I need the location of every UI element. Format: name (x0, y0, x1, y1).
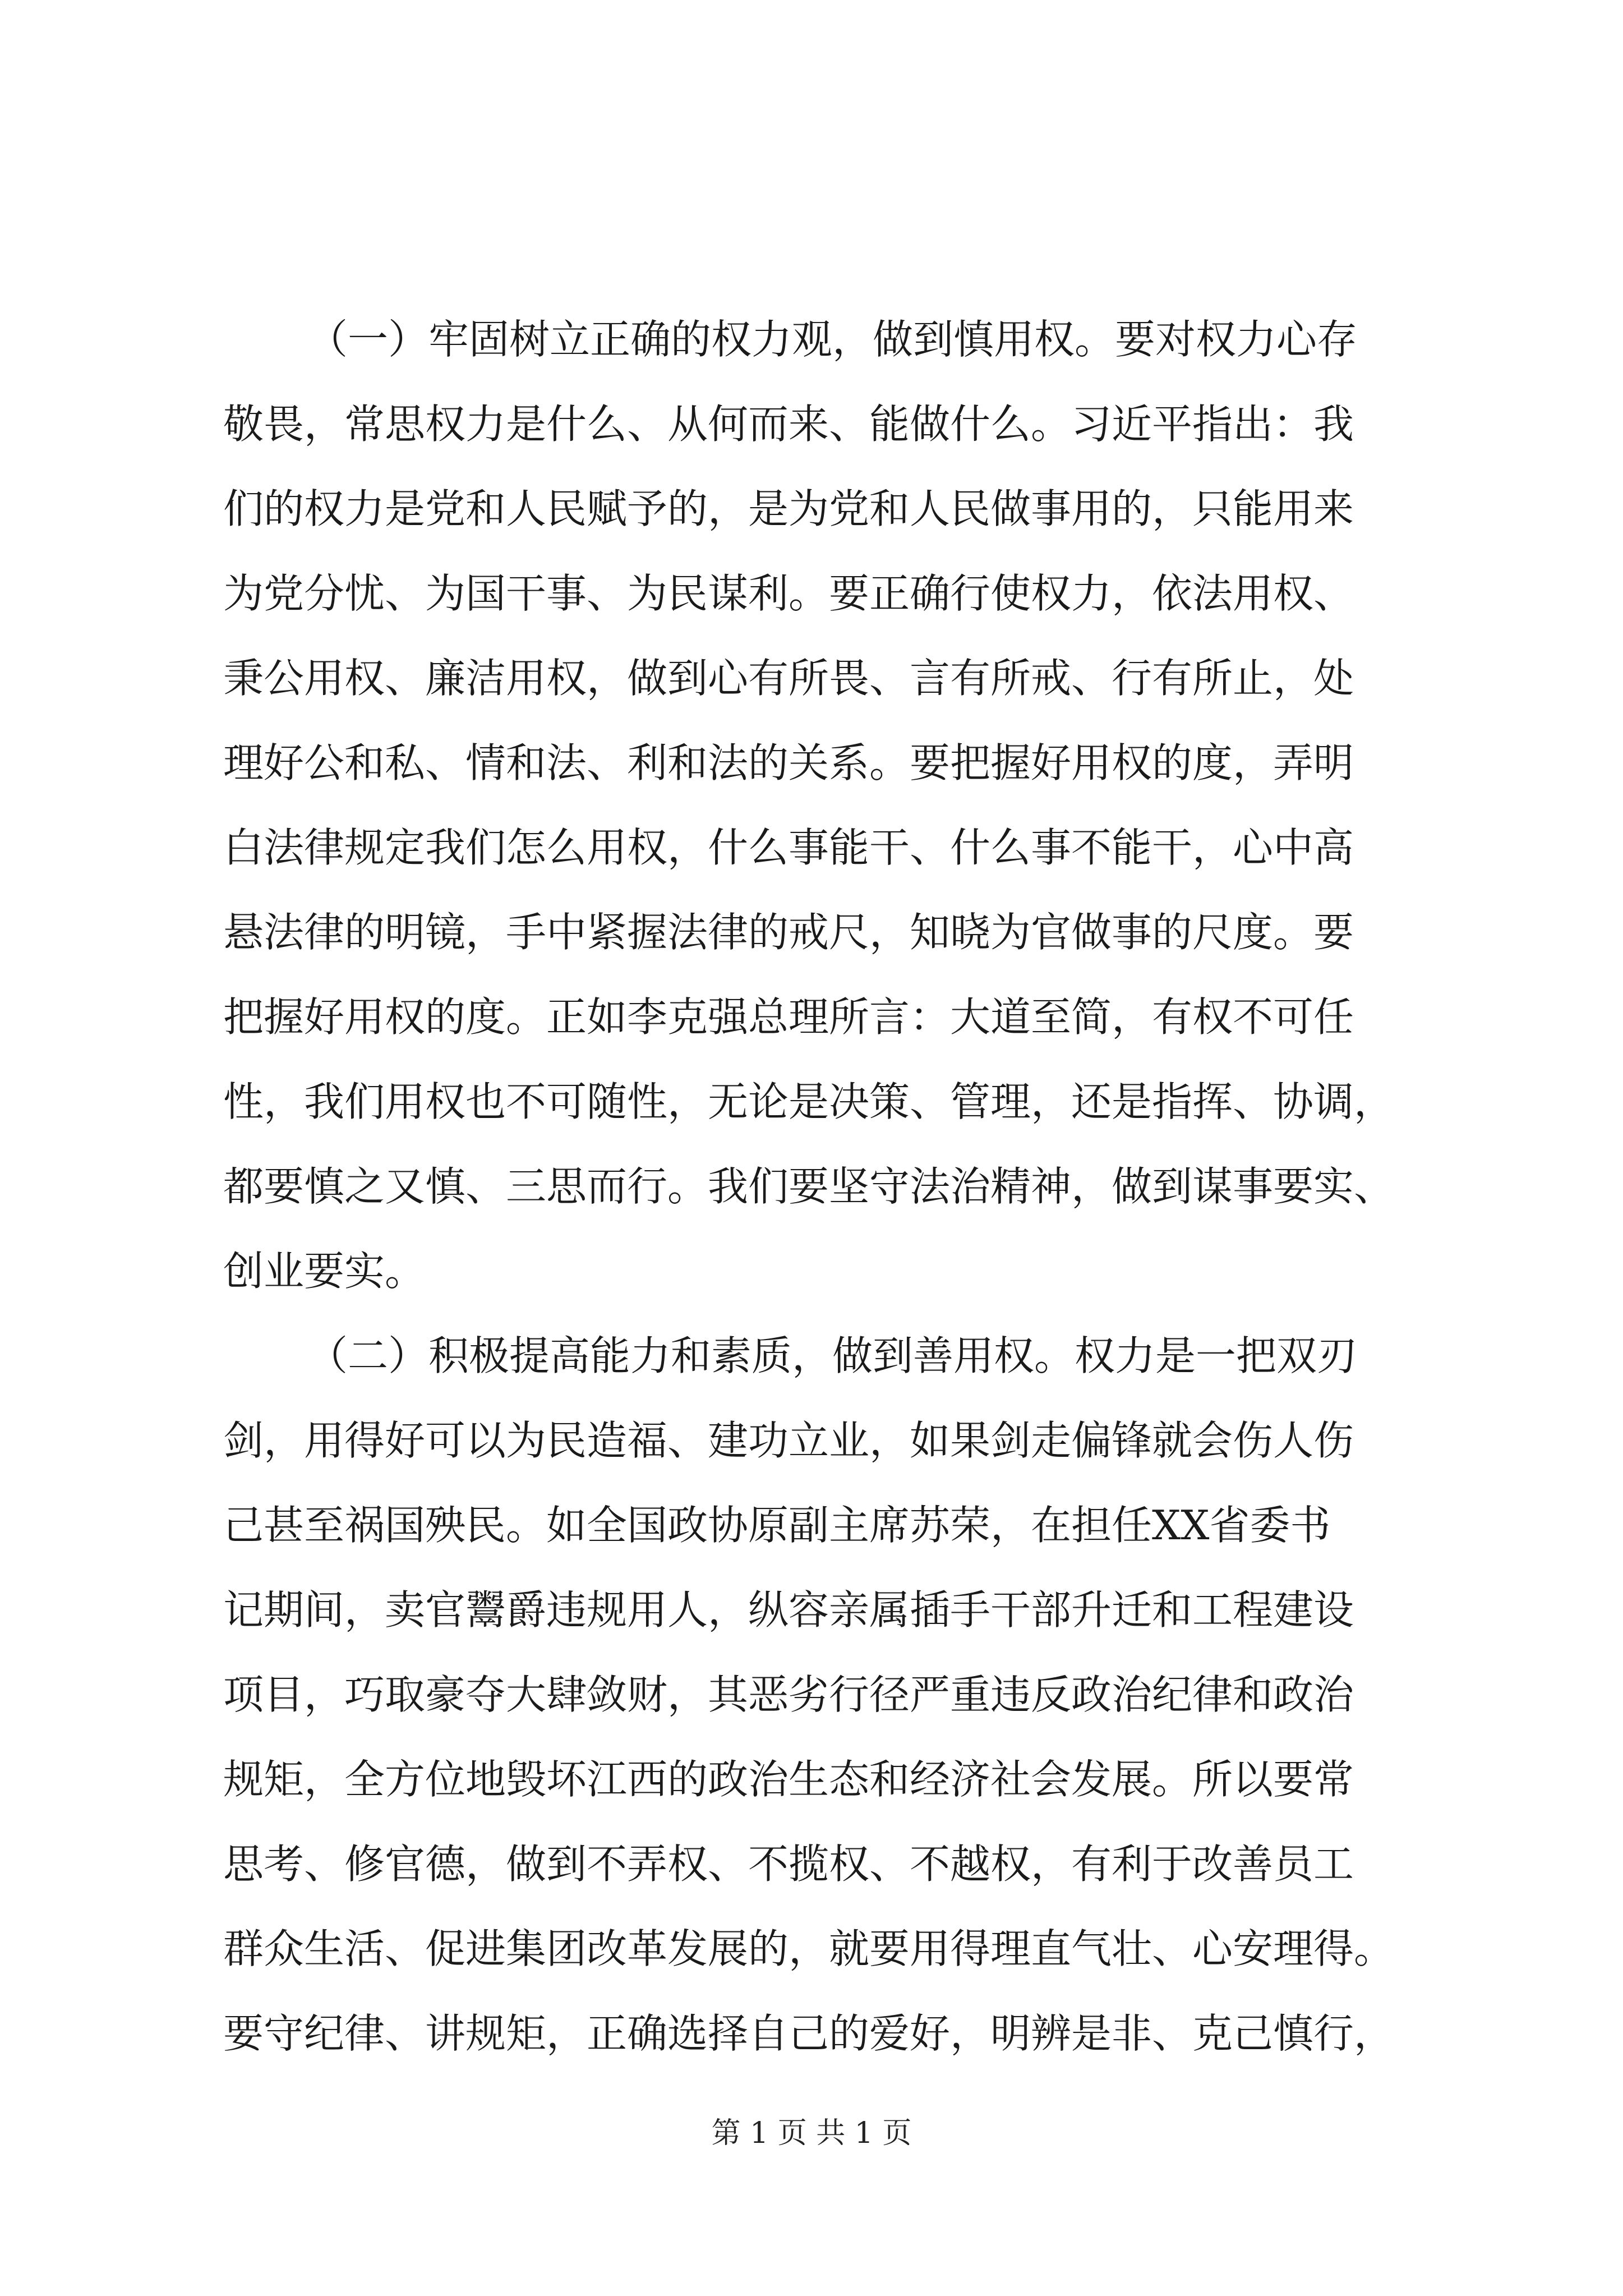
paragraph-1-line-5: 秉公用权、廉洁用权，做到心有所畏、言有所戒、行有所止，处 (223, 655, 1354, 702)
paragraph-1-line-6: 理好公和私、情和法、利和法的关系。要把握好用权的度，弄明 (223, 739, 1354, 786)
paragraph-1-line-10: 性，我们用权也不可随性，无论是决策、管理，还是指挥、协调， (223, 1078, 1395, 1125)
paragraph-1-line-8: 悬法律的明镜，手中紧握法律的戒尺，知晓为官做事的尺度。要 (223, 909, 1354, 956)
document-body (223, 297, 1457, 2076)
paragraph-1-line-4: 为党分忧、为国干事、为民谋利。要正确行使权力，依法用权、 (223, 570, 1354, 617)
paragraph-1-line-1: （一）牢固树立正确的权力观，做到慎用权。要对权力心存 (307, 316, 1358, 363)
paragraph-2-line-9: 要守纪律、讲规矩，正确选择自己的爱好，明辨是非、克己慎行， (223, 2010, 1395, 2057)
paragraph-2-line-4: 记期间，卖官鬻爵违规用人，纵容亲属插手干部升迁和工程建设 (223, 1586, 1354, 1634)
paragraph-1-line-11: 都要慎之又慎、三思而行。我们要坚守法治精神，做到谋事要实、 (223, 1163, 1395, 1210)
paragraph-1-line-12: 创业要实。 (223, 1248, 426, 1295)
page-number-footer: 第 1 页 共 1 页 (711, 2116, 912, 2150)
paragraph-2-line-6: 规矩，全方位地毁坏江西的政治生态和经济社会发展。所以要常 (223, 1756, 1354, 1803)
paragraph-2-line-3: 己甚至祸国殃民。如全国政协原副主席苏荣，在担任XX省委书 (223, 1502, 1331, 1549)
paragraph-2-line-1: （二）积极提高能力和素质，做到善用权。权力是一把双刃 (307, 1332, 1358, 1379)
paragraph-1-line-9: 把握好用权的度。正如李克强总理所言：大道至简，有权不可任 (223, 993, 1354, 1041)
paragraph-1-line-7: 白法律规定我们怎么用权，什么事能干、什么事不能干，心中高 (223, 824, 1354, 871)
paragraph-1-line-3: 们的权力是党和人民赋予的，是为党和人民做事用的，只能用来 (223, 485, 1354, 532)
paragraph-1-line-2: 敬畏，常思权力是什么、从何而来、能做什么。习近平指出：我 (223, 401, 1354, 448)
paragraph-2-line-2: 剑，用得好可以为民造福、建功立业，如果剑走偏锋就会伤人伤 (223, 1417, 1354, 1464)
paragraph-2-line-5: 项目，巧取豪夺大肆敛财，其恶劣行径严重违反政治纪律和政治 (223, 1671, 1354, 1718)
paragraph-2-line-7: 思考、修官德，做到不弄权、不揽权、不越权，有利于改善员工 (223, 1841, 1354, 1888)
paragraph-2-line-8: 群众生活、促进集团改革发展的，就要用得理直气壮、心安理得。 (223, 1925, 1395, 1972)
